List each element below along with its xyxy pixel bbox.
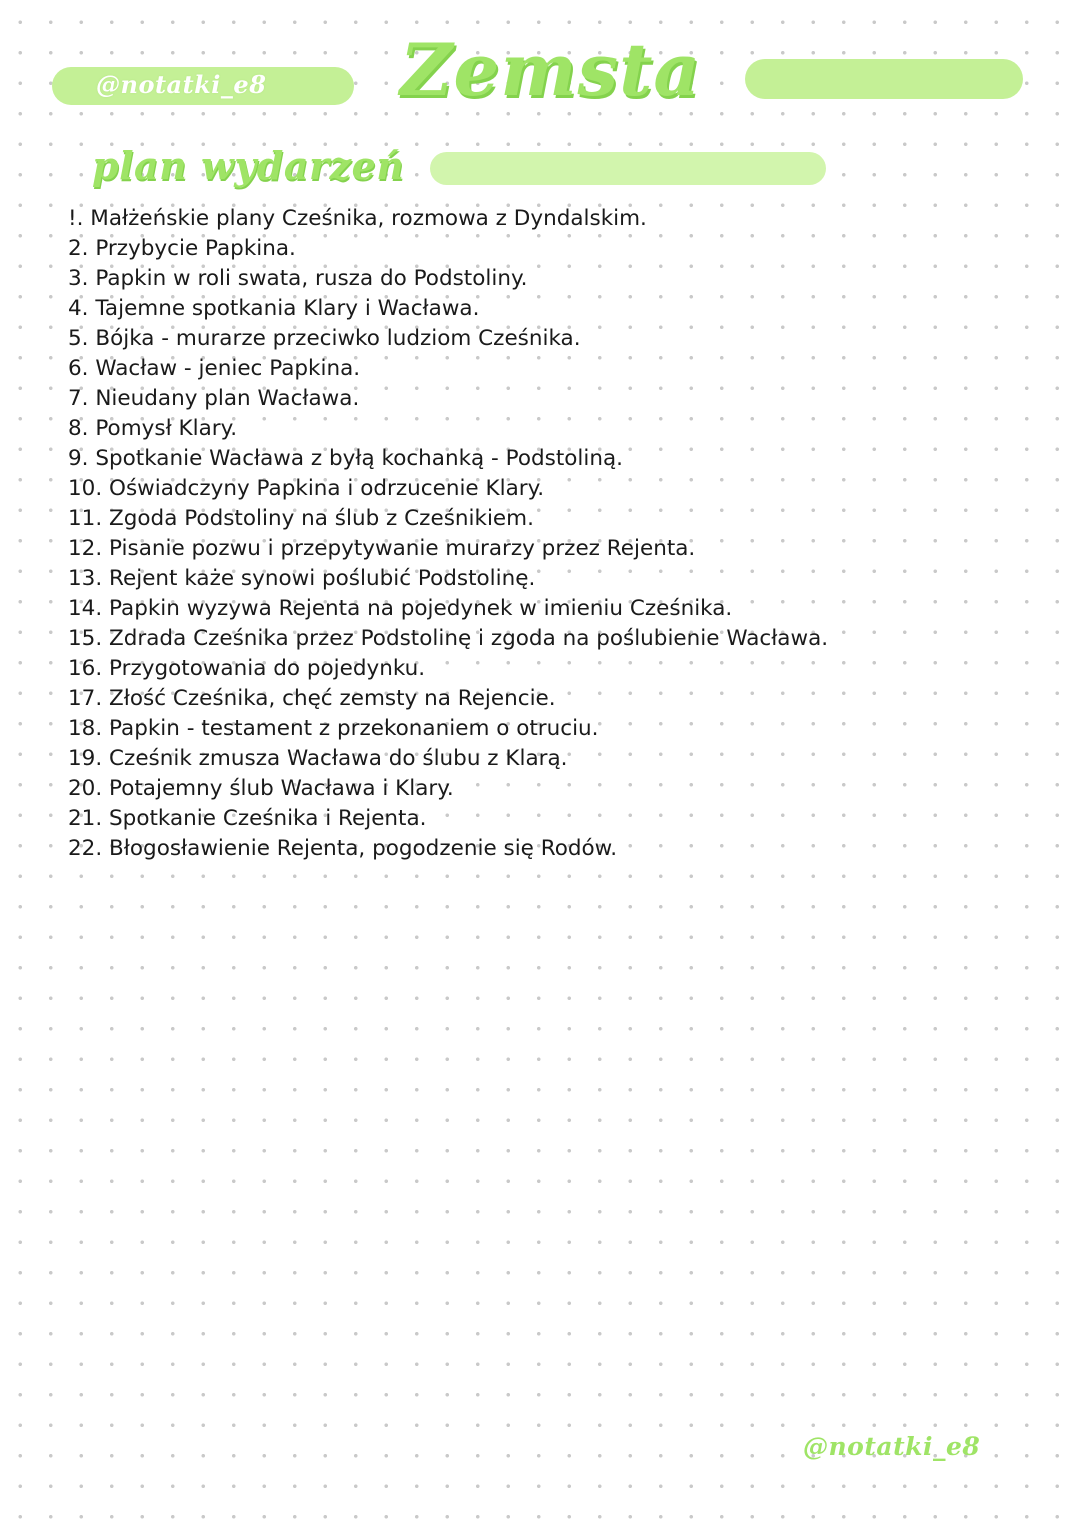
- event-item: 10. Oświadczyny Papkina i odrzucenie Klary.: [68, 476, 545, 501]
- event-item: 13. Rejent każe synowi poślubić Podstolinę.: [68, 566, 536, 591]
- header-right-highlight: [745, 59, 1023, 99]
- event-item: 21. Spotkanie Cześnika i Rejenta.: [68, 806, 427, 831]
- event-item: 5. Bójka - murarze przeciwko ludziom Cześnika.: [68, 326, 581, 351]
- event-item: 19. Cześnik zmusza Wacława do ślubu z Klarą.: [68, 746, 568, 771]
- event-item: 11. Zgoda Podstoliny na ślub z Cześnikiem.: [68, 506, 534, 531]
- event-item: 7. Nieudany plan Wacława.: [68, 386, 360, 411]
- event-item: 8. Pomysł Klary.: [68, 416, 238, 441]
- event-item: 12. Pisanie pozwu i przepytywanie murarzy przez Rejenta.: [68, 536, 696, 561]
- event-item: 9. Spotkanie Wacława z byłą kochanką - Podstoliną.: [68, 446, 624, 471]
- event-item: 17. Złość Cześnika, chęć zemsty na Rejencie.: [68, 686, 556, 711]
- event-item: 3. Papkin w roli swata, rusza do Podstoliny.: [68, 266, 528, 291]
- event-item: 16. Przygotowania do pojedynku.: [68, 656, 426, 681]
- event-item: 18. Papkin - testament z przekonaniem o otruciu.: [68, 716, 599, 741]
- author-handle-top: @notatki_e8: [96, 70, 267, 99]
- event-item: 2. Przybycie Papkina.: [68, 236, 296, 261]
- event-item: 6. Wacław - jeniec Papkina.: [68, 356, 361, 381]
- event-item: 20. Potajemny ślub Wacława i Klary.: [68, 776, 454, 801]
- event-item: 4. Tajemne spotkania Klary i Wacława.: [68, 296, 480, 321]
- event-item: 15. Zdrada Cześnika przez Podstolinę i zgoda na poślubienie Wacława.: [68, 626, 829, 651]
- page-subtitle: plan wydarzeń: [92, 143, 405, 188]
- subtitle-highlight: [430, 152, 826, 185]
- event-item: 14. Papkin wyzywa Rejenta na pojedynek w imieniu Cześnika.: [68, 596, 733, 621]
- events-list: [68, 204, 828, 864]
- event-item: !. Małżeńskie plany Cześnika, rozmowa z Dyndalskim.: [68, 206, 647, 231]
- event-item: 22. Błogosławienie Rejenta, pogodzenie się Rodów.: [68, 836, 618, 861]
- page-title: Zemsta: [400, 27, 701, 112]
- author-handle-bottom: @notatki_e8: [803, 1432, 981, 1461]
